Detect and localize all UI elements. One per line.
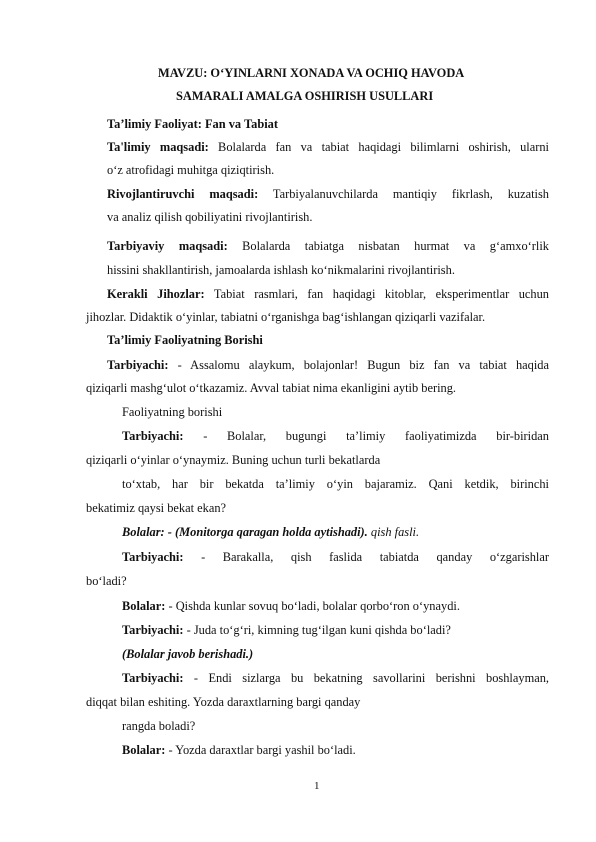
equipment-line-2: jihozlar. Didaktik o‘yinlar, tabiatni o‘rganishga bag‘ishlangan qiziqarli vazifalar. xyxy=(86,310,486,324)
p2-line-1: Tarbiyachi: - Bolalar, bugungi ta’limiy faoliyatimizda bir-biridan xyxy=(122,429,549,443)
progress-heading: Ta’limiy Faoliyatning Borishi xyxy=(107,333,263,347)
progress-subheading: Faoliyatning borishi xyxy=(122,405,223,419)
p6-line: Bolalar: - Qishda kunlar sovuq bo‘ladi, bolalar qorbo‘ron o‘ynaydi. xyxy=(122,599,460,613)
p4-line: Bolalar: - (Monitorga qaragan holda aytishadi). qish fasli. xyxy=(122,525,420,539)
p1-line-1: Tarbiyachi: - Assalomu alaykum, bolajonlar! Bugun biz fan va tabiat haqida xyxy=(107,358,549,372)
p10-line: rangda boladi? xyxy=(122,719,196,733)
goal-up-line-1: Tarbiyaviy maqsadi: Bolalarda tabiatga nisbatan hurmat va g‘amxo‘rlik xyxy=(107,239,549,253)
p3-line-2: bekatimiz qaysi bekat ekan? xyxy=(86,501,227,515)
page-number: 1 xyxy=(314,780,320,792)
p7-line: Tarbiyachi: - Juda to‘g‘ri, kimning tug‘ilgan kuni qishda bo‘ladi? xyxy=(122,623,451,637)
p5-line-2: bo‘ladi? xyxy=(86,574,127,588)
title-line-2: SAMARALI AMALGA OSHIRISH USULLARI xyxy=(176,89,434,103)
p5-line-1: Tarbiyachi: - Barakalla, qish faslida tabiatda qanday o‘zgarishlar xyxy=(122,550,549,564)
goal-edu-line-1: Ta'limiy maqsadi: Bolalarda fan va tabiat haqidagi bilimlarni oshirish, ularni xyxy=(107,140,549,154)
p11-line: Bolalar: - Yozda daraxtlar bargi yashil bo‘ladi. xyxy=(122,743,356,757)
p9-line-2: diqqat bilan eshiting. Yozda daraxtlarning bargi qanday xyxy=(86,695,361,709)
p8-line: (Bolalar javob berishadi.) xyxy=(122,647,254,661)
goal-dev-line-2: va analiz qilish qobiliyatini rivojlantirish. xyxy=(107,210,313,224)
p1-line-2: qiziqarli mashg‘ulot o‘tkazamiz. Avval tabiat nima ekanligini aytib bering. xyxy=(86,381,457,395)
goal-up-line-2: hissini shakllantirish, jamoalarda ishlash ko‘nikmalarini rivojlantirish. xyxy=(107,263,455,277)
title-line-1: MAVZU: O‘YINLARNI XONADA VA OCHIQ HAVODA xyxy=(158,66,465,80)
p9-line-1: Tarbiyachi: - Endi sizlarga bu bekatning savollarini berishni boshlayman, xyxy=(122,671,549,685)
equipment-line-1: Kerakli Jihozlar: Tabiat rasmlari, fan haqidagi kitoblar, eksperimentlar uchun xyxy=(107,287,550,301)
p3-line-1: to‘xtab, har bir bekatda ta’limiy o‘yin bajaramiz. Qani ketdik, birinchi xyxy=(122,477,549,491)
goal-edu-line-2: o‘z atrofidagi muhitga qiziqtirish. xyxy=(107,163,275,177)
activity-heading: Ta’limiy Faoliyat: Fan va Tabiat xyxy=(107,117,278,131)
goal-dev-line-1: Rivojlantiruvchi maqsadi: Tarbiyalanuvchilarda mantiqiy fikrlash, kuzatish xyxy=(107,187,549,201)
p2-line-2: qiziqarli o‘yinlar o‘ynaymiz. Buning uchun turli bekatlarda xyxy=(86,453,381,467)
